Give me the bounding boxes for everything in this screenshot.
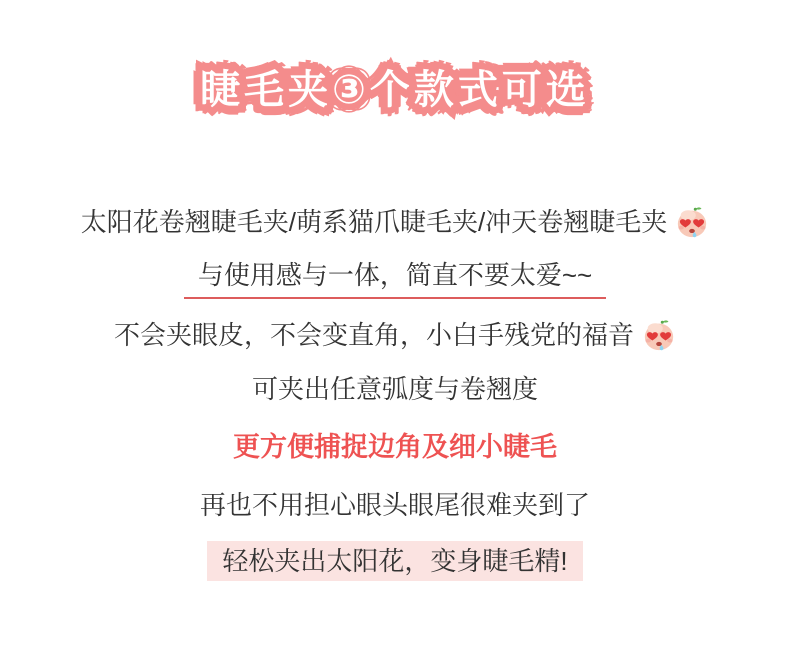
catch-accent-line	[0, 434, 790, 461]
heart-eyes-peach-emoji	[675, 205, 709, 239]
variants-line	[0, 205, 790, 239]
feel-line	[0, 262, 790, 299]
catch-text: 更方便捕捉边角及细小睫毛	[233, 432, 557, 462]
variants-text: 太阳花卷翘睫毛夹/萌系猫爪睫毛夹/冲天卷翘睫毛夹	[80, 207, 668, 237]
worry-text: 再也不用担心眼头眼尾很难夹到了	[199, 490, 590, 520]
benefit-line	[0, 318, 790, 352]
curl-text: 可夹出任意弧度与卷翘度	[251, 374, 538, 404]
heart-eyes-peach-emoji	[642, 318, 676, 352]
worry-line	[0, 492, 790, 518]
page-title: 睫毛夹③个款式可选 睫毛夹③个款式可选	[0, 70, 790, 110]
feel-text-underlined: 与使用感与一体，简直不要太爱~~	[184, 262, 606, 299]
curl-line	[0, 376, 790, 402]
benefit-text: 不会夹眼皮，不会变直角，小白手残党的福音	[113, 320, 634, 350]
cta-line	[0, 541, 790, 581]
cta-text-highlighted: 轻松夹出太阳花，变身睫毛精!	[207, 541, 582, 581]
